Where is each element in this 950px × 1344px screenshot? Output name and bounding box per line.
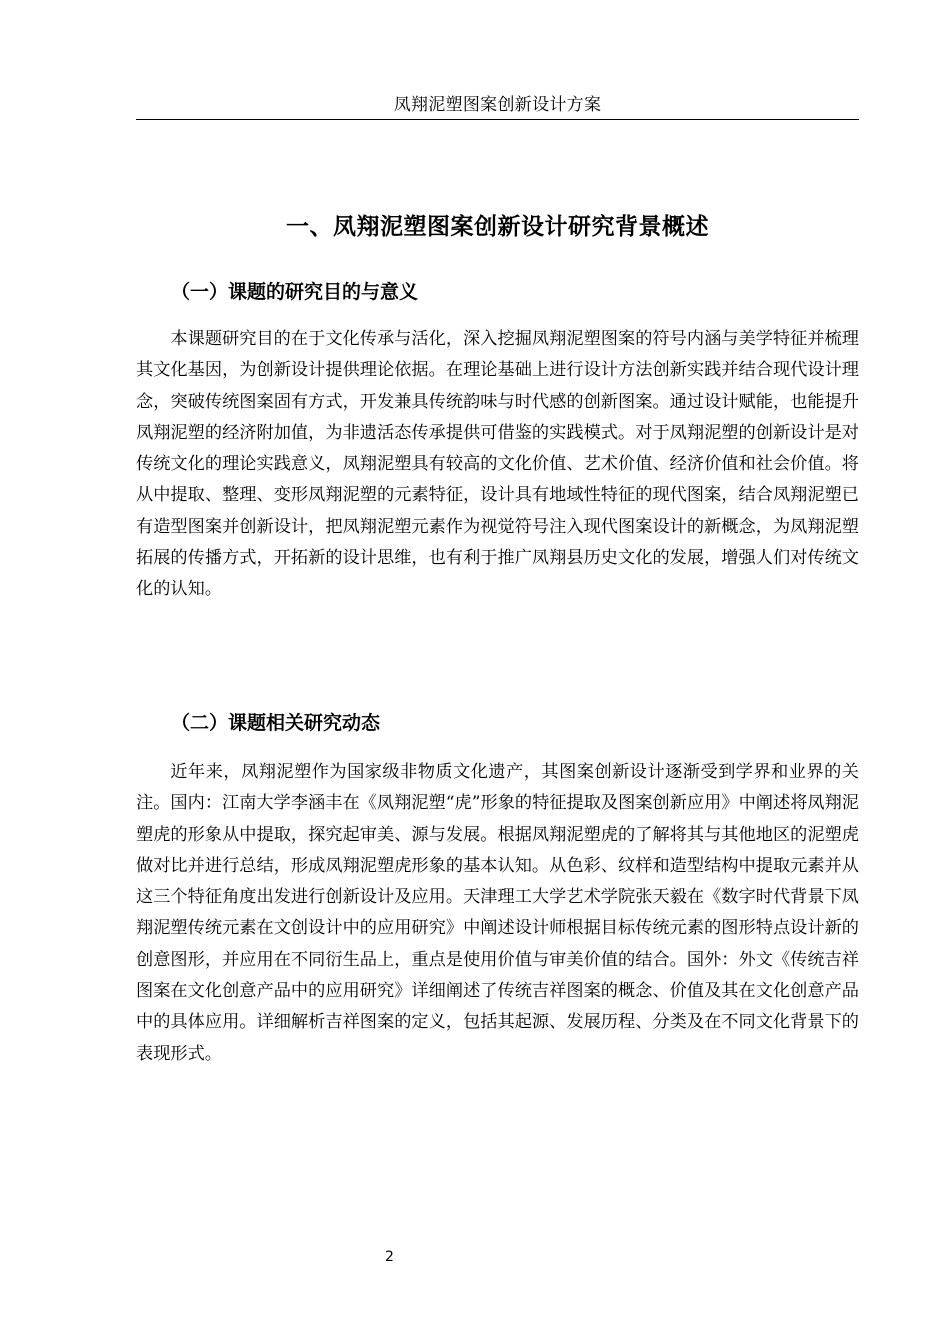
body-paragraph-research-purpose: 本课题研究目的在于文化传承与活化，深入挖掘凤翔泥塑图案的符号内涵与美学特征并梳理其文化基因，为创新设计提供理论依据。在理论基础上进行设计方法创新实践并结合现代设计理念，突破传统图案固有方式，开发兼具传统韵味与时代感的创新图案。通过设计赋能，也能提升凤翔泥塑的经济附加值，为非遗活态传承提供可借鉴的实践模式。对于凤翔泥塑的创新设计是对传统文化的理论实践意义，凤翔泥塑具有较高的文化价值、艺术价值、经济价值和社会价值。将从中提取、整理、变形凤翔泥塑的元素特征，设计具有地域性特征的现代图案，结合凤翔泥塑已有造型图案并创新设计，把凤翔泥塑元素作为视觉符号注入现代图案设计的新概念，为凤翔泥塑拓展的传播方式，开拓新的设计思维，也有利于推广凤翔县历史文化的发展，增强人们对传统文化的认知。: [136, 329, 859, 600]
chapter-title: 一、凤翔泥塑图案创新设计研究背景概述: [286, 214, 709, 240]
section-title-research-purpose: （一）课题的研究目的与意义: [171, 281, 419, 303]
header-divider: [136, 119, 859, 120]
running-header: 凤翔泥塑图案创新设计方案: [393, 95, 602, 115]
section-title-research-trends: （二）课题相关研究动态: [171, 712, 381, 734]
page-number: 2: [385, 1249, 394, 1265]
body-paragraph-research-trends: 近年来，凤翔泥塑作为国家级非物质文化遗产，其图案创新设计逐渐受到学界和业界的关注。国内：江南大学李涵丰在《凤翔泥塑“虎”形象的特征提取及图案创新应用》中阐述将凤翔泥塑虎的形象从中提取，探究起审美、源与发展。根据凤翔泥塑虎的了解将其与其他地区的泥塑虎做对比并进行总结，形成凤翔泥塑虎形象的基本认知。从色彩、纹样和造型结构中提取元素并从这三个特征角度出发进行创新设计及应用。天津理工大学艺术学院张天毅在《数字时代背景下凤翔泥塑传统元素在文创设计中的应用研究》中阐述设计师根据目标传统元素的图形特点设计新的创意图形，并应用在不同衍生品上，重点是使用价值与审美价值的结合。国外：外文《传统吉祥图案在文化创意产品中的应用研究》详细阐述了传统吉祥图案的概念、价值及其在文化创意产品中的具体应用。详细解析吉祥图案的定义，包括其起源、发展历程、分类及在不同文化背景下的表现形式。: [136, 762, 859, 1064]
